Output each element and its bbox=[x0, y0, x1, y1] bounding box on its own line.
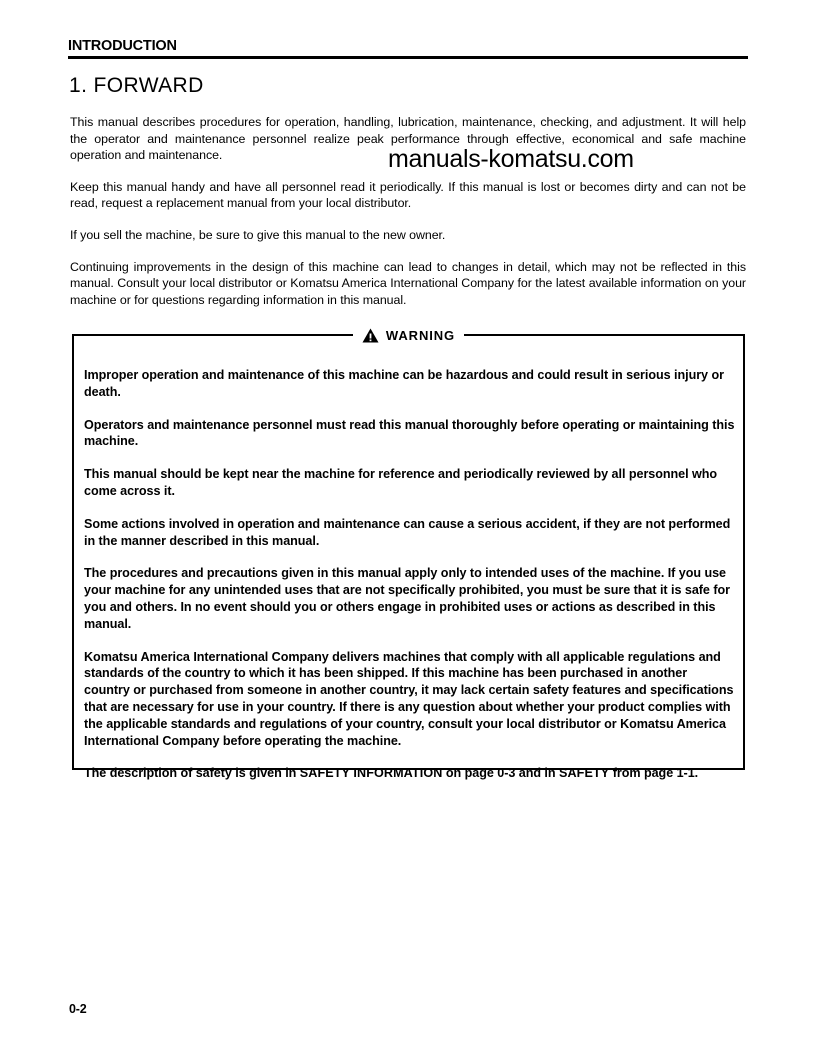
intro-paragraph: If you sell the machine, be sure to give this manual to the new owner. bbox=[70, 227, 446, 242]
page-title: 1. FORWARD bbox=[69, 74, 204, 97]
watermark: manuals-komatsu.com bbox=[388, 145, 634, 173]
safety-reference: SAFETY bbox=[558, 766, 610, 781]
warning-label: WARNING bbox=[385, 327, 456, 343]
warning-paragraph: Improper operation and maintenance of this machine can be hazardous and could result in serious injury or death. bbox=[84, 368, 724, 399]
running-header bbox=[68, 38, 748, 59]
warning-paragraph: Komatsu America International Company delivers machines that comply with all applicable regulations and standards of the country to which it has been shipped. If this machine has been purchased in another country or purchased from someone in another country, it may lack certain safety features and specifications that are necessary for use in your country. If there is any question about whether your product complies with the applicable standards and regulations of your country, consult your local distributor or Komatsu America International Company before operating the machine. bbox=[84, 649, 734, 748]
intro-paragraph: Continuing improvements in the design of this machine can lead to changes in detail, which may not be reflected in this manual. Consult your local distributor or Komatsu America International Company for the latest available information on your machine or for questions regarding information in this manual. bbox=[70, 259, 746, 307]
warning-safety-reference bbox=[84, 765, 736, 782]
intro-paragraph: Keep this manual handy and have all personnel read it periodically. If this manual is lost or becomes dirty and can not be read, request a replacement manual from your local distributor. bbox=[70, 179, 746, 211]
intro-paragraph: This manual describes procedures for operation, handling, lubrication, maintenance, checking, and adjustment. It will help the operator and maintenance personnel realize peak performance through effective, economical and safe machine operation and maintenance. bbox=[70, 115, 746, 163]
warning-paragraph: This manual should be kept near the machine for reference and periodically reviewed by all personnel who come across it. bbox=[84, 467, 718, 498]
warning-paragraph: The procedures and precautions given in this manual apply only to intended uses of the machine. If you use your machine for any unintended uses that are not specifically prohibited, you must be sure that it is safe for you and others. In no event should you or others engage in prohibited uses or actions as described in this manual. bbox=[84, 566, 730, 631]
safety-ref-text-1: The description of safety is given in bbox=[84, 766, 300, 781]
warning-content bbox=[84, 367, 736, 782]
safety-ref-text-2: on page 0-3 and in bbox=[442, 766, 559, 781]
warning-paragraph: Some actions involved in operation and maintenance can cause a serious accident, if they are not performed in the manner described in this manual. bbox=[84, 516, 731, 548]
page-number: 0-2 bbox=[69, 1002, 87, 1016]
running-header-title: INTRODUCTION bbox=[68, 38, 177, 54]
intro-body bbox=[70, 114, 746, 308]
safety-information-reference: SAFETY INFORMATION bbox=[299, 766, 443, 781]
safety-ref-text-3: from page 1-1. bbox=[609, 766, 699, 781]
warning-paragraph: Operators and maintenance personnel must read this manual thoroughly before operating or maintaining this machine. bbox=[84, 417, 735, 449]
header-rule bbox=[68, 56, 748, 59]
